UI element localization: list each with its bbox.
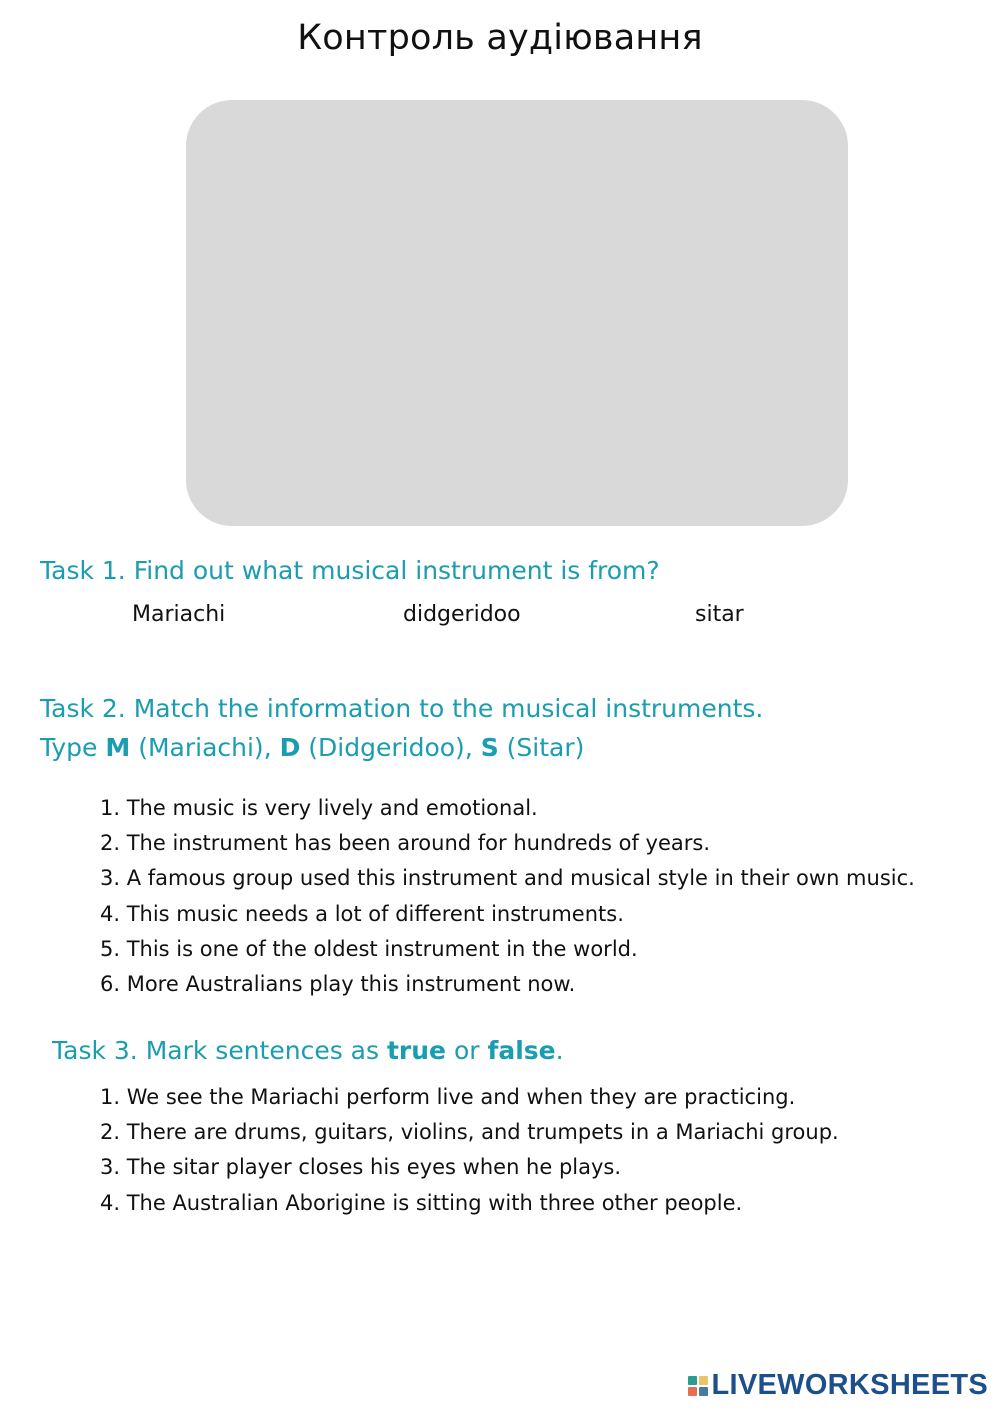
logo-square [688,1387,697,1396]
task1-heading: Task 1. Find out what musical instrument is from? [40,556,660,585]
task1-word-mariachi[interactable]: Mariachi [132,602,226,627]
task2-heading-line2 [40,733,584,762]
list-item: 5. This is one of the oldest instrument in the world. [100,936,638,961]
logo-icon [688,1376,708,1396]
list-item: 4. The Australian Aborigine is sitting with three other people. [100,1190,743,1215]
logo-square [688,1376,697,1385]
task2-code-d-text: (Didgeridoo), [300,733,481,762]
list-item: 4. This music needs a lot of different instruments. [100,901,624,926]
logo-square [699,1387,708,1396]
task2-code-s-text: (Sitar) [498,733,585,762]
list-item: 1. The music is very lively and emotional. [100,796,538,820]
list-item: 3. A famous group used this instrument and musical style in their own music. [100,866,915,891]
task3-true-label: true [386,1036,447,1065]
task2-heading [40,689,763,767]
task3-heading [52,1032,564,1070]
task3-false-label: false [487,1036,556,1065]
logo-text: LIVEWORKSHEETS [711,1369,988,1401]
video-player[interactable] [186,100,848,526]
task2-code-s: S [480,733,499,762]
list-item: 3. The sitar player closes his eyes when he plays. [100,1155,622,1180]
task2-list [100,791,915,1002]
task1-word-didgeridoo[interactable]: didgeridoo [403,602,521,627]
task3-heading-prefix: Task 3. Mark sentences as [52,1036,387,1065]
list-item: 2. The instrument has been around for hundreds of years. [100,831,710,856]
list-item: 1. We see the Mariachi perform live and when they are practicing. [100,1085,796,1109]
liveworksheets-logo [688,1369,989,1402]
logo-square [699,1376,708,1385]
task3-heading-suffix: . [555,1036,564,1065]
task3-heading-or: or [446,1036,488,1065]
task1-word-sitar[interactable]: sitar [695,602,744,627]
task2-code-d: D [279,733,301,762]
list-item: 6. More Australians play this instrument now. [100,972,576,997]
task2-heading-line1: Task 2. Match the information to the musical instruments. [40,694,764,723]
task2-type-label: Type [40,733,106,762]
task3-list [100,1080,839,1221]
list-item: 2. There are drums, guitars, violins, and trumpets in a Mariachi group. [100,1120,839,1145]
task2-code-m-text: (Mariachi), [130,733,280,762]
page-title: Контроль аудіювання [297,18,703,58]
task2-code-m: M [105,733,131,762]
